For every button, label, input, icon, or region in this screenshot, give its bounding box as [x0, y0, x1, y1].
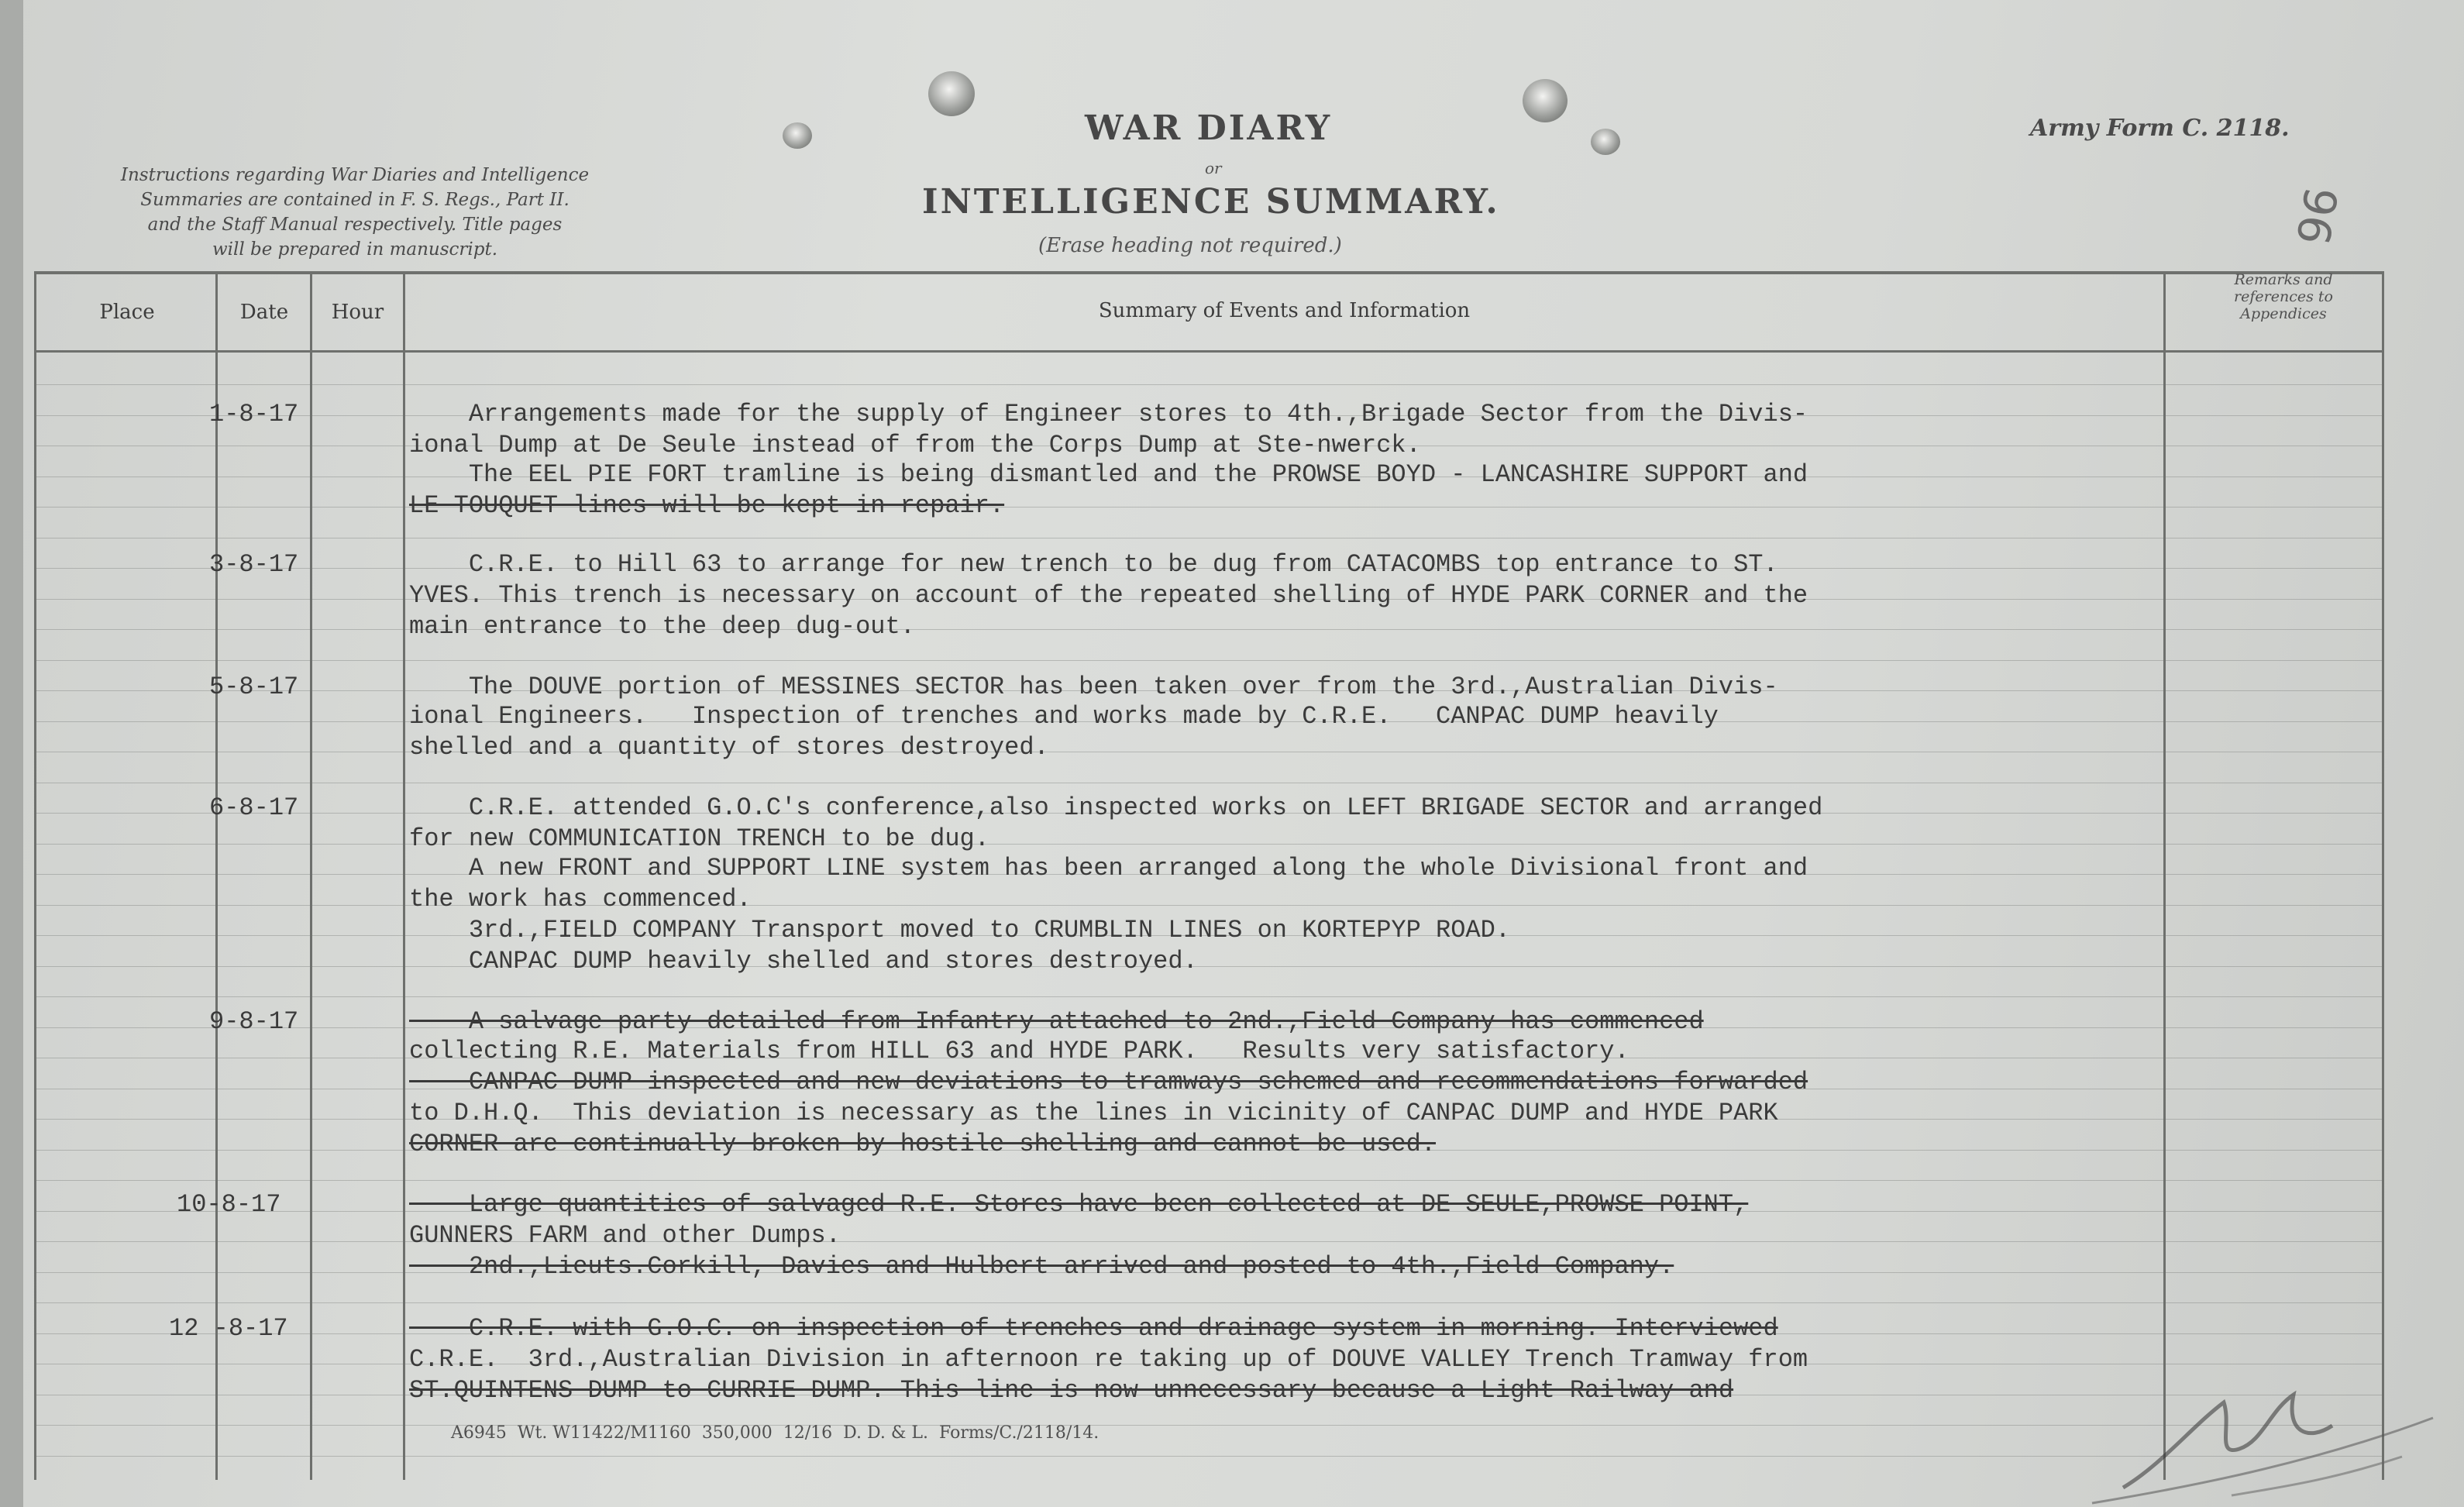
entry-date: 5-8-17 [209, 673, 299, 701]
table-right-border [2382, 271, 2384, 1480]
punch-hole [928, 71, 975, 116]
entry-date: 6-8-17 [209, 793, 299, 822]
column-divider-place [215, 271, 218, 1480]
entry-text-line: ional Dump at De Seule instead of from the Corps Dump at Ste-nwerck. [409, 431, 1421, 459]
ruled-line [36, 384, 2382, 385]
document-title: WAR DIARY [1085, 108, 1333, 148]
entry-text-line: GUNNERS FARM and other Dumps. [409, 1221, 841, 1250]
entry-text-line: for new COMMUNICATION TRENCH to be dug. [409, 824, 989, 853]
entry-text-line: shelled and a quantity of stores destroyed. [409, 733, 1049, 762]
entry-text-line: Large quantities of salvaged R.E. Stores have been collected at DE SEULE,PROWSE POINT, [409, 1190, 1749, 1219]
army-form-number: Army Form C. 2118. [2030, 115, 2290, 142]
entry-text-line: A new FRONT and SUPPORT LINE system has been arranged along the whole Divisional front and [409, 854, 1808, 883]
page-number: 96 [2287, 183, 2349, 249]
entry-date: 10-8-17 [177, 1190, 281, 1219]
entry-text-line: the work has commenced. [409, 885, 752, 913]
ruled-line [36, 1302, 2382, 1303]
erase-note: (Erase heading not required.) [1038, 234, 1342, 257]
document-subtitle: INTELLIGENCE SUMMARY. [922, 182, 1500, 222]
column-divider-date [310, 271, 312, 1480]
ruled-line [36, 1456, 2382, 1457]
punch-hole [1523, 79, 1568, 122]
ruled-line [36, 905, 2382, 906]
table-top-rule [34, 271, 2382, 274]
entry-text-line: The EEL PIE FORT tramline is being dismantled and the PROWSE BOYD - LANCASHIRE SUPPORT and [409, 460, 1808, 489]
ruled-line [36, 1180, 2382, 1181]
entry-text-line: A salvage party detailed from Infantry attached to 2nd.,Field Company has commenced [409, 1007, 1704, 1036]
ruled-line [36, 629, 2382, 630]
column-header-remarks: Remarks and references to Appendices [2234, 271, 2333, 322]
ruled-line [36, 996, 2382, 997]
entry-date: 3-8-17 [209, 550, 299, 579]
column-divider-remarks [2163, 271, 2166, 1480]
ruled-line [36, 844, 2382, 845]
entry-text-line: to D.H.Q. This deviation is necessary as the lines in vicinity of CANPAC DUMP and HYDE PARK [409, 1099, 1778, 1127]
entry-date: 12 -8-17 [169, 1314, 288, 1343]
column-header-place: Place [99, 301, 155, 324]
entry-text-line: C.R.E. 3rd.,Australian Division in afternoon re taking up of DOUVE VALLEY Trench Tramway from [409, 1345, 1808, 1374]
entry-date: 1-8-17 [209, 400, 299, 428]
signature-stamp [2077, 1371, 2449, 1507]
entry-text-line: YVES. This trench is necessary on account of the repeated shelling of HYDE PARK CORNER and the [409, 581, 1808, 610]
title-connector: or [1205, 159, 1222, 177]
entry-text-line: collecting R.E. Materials from HILL 63 and HYDE PARK. Results very satisfactory. [409, 1037, 1629, 1065]
entry-text-line: CANPAC DUMP heavily shelled and stores destroyed. [409, 947, 1198, 975]
column-divider-hour [403, 271, 405, 1480]
instructions-text: Instructions regarding War Diaries and Intelligence Summaries are contained in F. S. Regs., Part II. and the Staff Manual respectively. Title pages will be prepared in manuscript. [120, 165, 590, 260]
print-code: A6945 Wt. W11422/M1160 350,000 12/16 D. D. & L. Forms/C./2118/14. [451, 1423, 1100, 1443]
ruled-line [36, 1425, 2382, 1426]
entry-text-line: main entrance to the deep dug-out. [409, 612, 915, 641]
entry-text-line: The DOUVE portion of MESSINES SECTOR has been taken over from the 3rd.,Australian Divis- [409, 673, 1778, 701]
entry-text-line: ional Engineers. Inspection of trenches and works made by C.R.E. CANPAC DUMP heavily [409, 702, 1719, 731]
entry-text-line: Arrangements made for the supply of Engineer stores to 4th.,Brigade Sector from the Divis- [409, 400, 1808, 428]
page-binding-edge [0, 0, 23, 1507]
column-header-summary: Summary of Events and Information [1098, 299, 1471, 322]
entry-text-line: CORNER are continually broken by hostile shelling and cannot be used. [409, 1130, 1437, 1158]
ruled-line [36, 660, 2382, 661]
entry-text-line: 2nd.,Lieuts.Corkill, Davies and Hulbert arrived and posted to 4th.,Field Company. [409, 1252, 1674, 1281]
entry-text-line: C.R.E. with G.O.C. on inspection of trenches and drainage system in morning. Interviewed [409, 1314, 1778, 1343]
punch-hole [1591, 129, 1620, 155]
punch-hole [783, 122, 812, 149]
entry-text-line: CANPAC DUMP inspected and new deviations to tramways schemed and recommendations forwarded [409, 1068, 1808, 1096]
entry-text-line: ST.QUINTENS DUMP to CURRIE DUMP. This line is now unnecessary because a Light Railway and [409, 1376, 1734, 1405]
ruled-line [36, 1241, 2382, 1242]
column-header-hour: Hour [331, 301, 384, 324]
entry-text-line: 3rd.,FIELD COMPANY Transport moved to CRUMBLIN LINES on KORTEPYP ROAD. [409, 916, 1511, 944]
ruled-line [36, 966, 2382, 967]
entry-text-line: C.R.E. attended G.O.C's conference,also inspected works on LEFT BRIGADE SECTOR and arranged [409, 793, 1823, 822]
table-left-border [34, 271, 36, 1480]
entry-text-line: LE TOUQUET lines will be kept in repair. [409, 491, 1005, 520]
table-header-rule [34, 350, 2382, 353]
entry-date: 9-8-17 [209, 1007, 299, 1036]
column-header-date: Date [239, 301, 289, 324]
entry-text-line: C.R.E. to Hill 63 to arrange for new trench to be dug from CATACOMBS top entrance to ST. [409, 550, 1778, 579]
